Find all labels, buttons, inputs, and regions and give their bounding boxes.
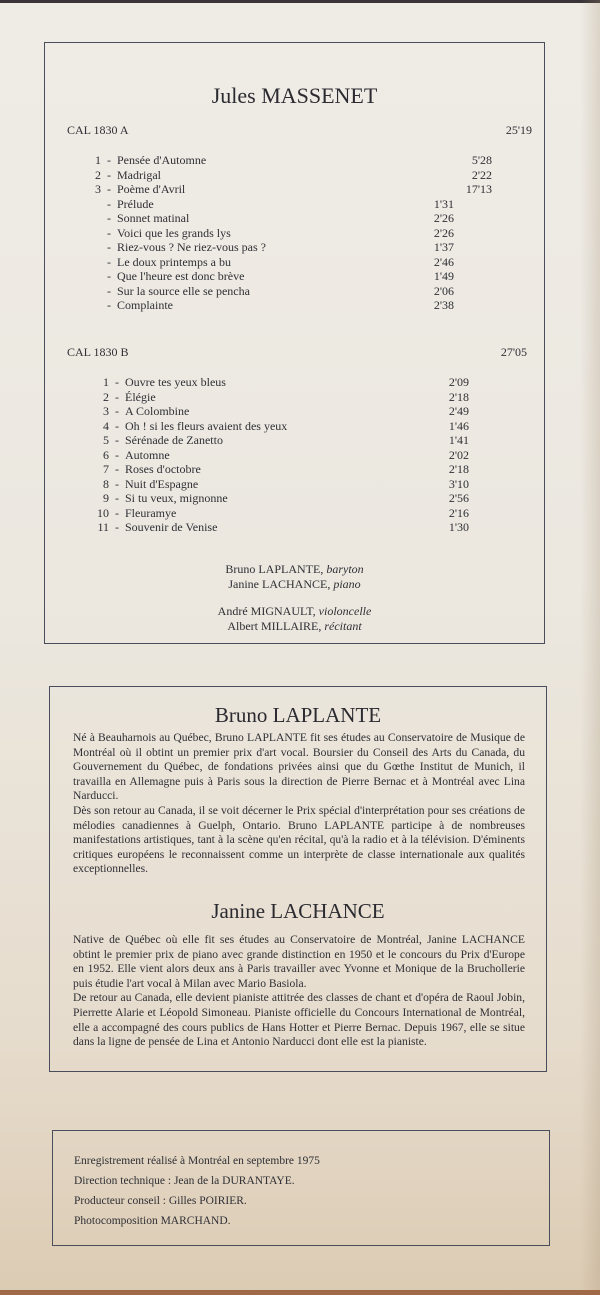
top-edge [0, 0, 600, 3]
production-line: Enregistrement réalisé à Montréal en septembre 1975 [74, 1155, 320, 1167]
track-number: 4 [103, 418, 109, 433]
track-row [95, 520, 217, 535]
track-title: Oh ! si les fleurs avaient des yeux [125, 418, 288, 433]
track-duration: 5'28 [471, 153, 492, 167]
track-dash: - [112, 462, 122, 476]
track-row [89, 255, 231, 270]
sleeve-edge-shadow [580, 0, 600, 1295]
track-dash: - [112, 433, 122, 447]
track-title: Complainte [117, 298, 173, 312]
track-row [95, 419, 287, 434]
bio-paragraph: De retour au Canada, elle devient pianiste attitrée des classes de chant et d'opéra de Raoul Jobin, Pierrette Alarie et Léopold Simoneau. Pianiste officielle du Concours International de Montréal, elle a accompagné des cours publics de Hans Hotter et Pierre Bernac. Depuis 1967, elle se situe dans la ligne de pensée de Lina et Antonio Narducci dont elle est la pianiste. [73, 991, 525, 1049]
track-row [89, 298, 173, 313]
performer-role: piano [333, 577, 361, 591]
track-row [89, 153, 206, 168]
track-row [89, 240, 266, 255]
track-dash: - [104, 167, 114, 182]
performer-credit: Albert MILLAIRE, récitant [227, 619, 362, 633]
track-duration: 2'46 [433, 254, 454, 269]
track-title: Poème d'Avril [117, 182, 186, 196]
track-duration: 2'18 [448, 389, 469, 404]
track-duration: 2'02 [448, 447, 469, 462]
track-number: 3 [95, 182, 101, 196]
performer-credit: Janine LACHANCE, piano [228, 577, 361, 591]
track-row [95, 404, 189, 419]
production-line: Direction technique : Jean de la DURANTAYE. [74, 1175, 295, 1187]
track-title: Sonnet matinal [117, 211, 190, 225]
track-number: 7 [103, 462, 109, 476]
track-duration: 1'41 [448, 433, 469, 447]
track-dash: - [104, 182, 114, 196]
side-b-total: 27'05 [500, 345, 527, 359]
track-row [95, 390, 156, 405]
track-row [89, 284, 250, 299]
track-row [89, 226, 231, 241]
track-row [89, 197, 154, 212]
track-title: Voici que les grands lys [117, 225, 231, 240]
track-dash: - [104, 211, 114, 225]
track-dash: - [104, 283, 114, 298]
bio-heading-lachance: Janine LACHANCE [211, 899, 385, 923]
track-title: Le doux printemps a bu [117, 254, 231, 269]
track-row [95, 491, 228, 506]
track-dash: - [112, 505, 122, 520]
track-duration: 1'30 [448, 520, 469, 534]
track-title: Sérénade de Zanetto [125, 433, 223, 447]
track-row [89, 269, 244, 284]
track-duration: 1'31 [433, 196, 454, 211]
track-duration: 2'06 [433, 283, 454, 298]
bio-paragraph: Native de Québec où elle fit ses études au Conservatoire de Montréal, Janine LACHANCE obtint le premier prix de piano avec grande distinction en 1950 et le concours du Prix d'Europe en 1952. Elle vient alors deux ans à Paris travailler avec Yvonne et Monique de la Bruchollerie puis étudie l'art vocal à Milan avec Mario Basiola. [73, 933, 525, 990]
track-title: Automne [125, 447, 170, 462]
track-number: 10 [97, 505, 109, 520]
side-a-label: CAL 1830 A [67, 123, 129, 137]
track-title: Pensée d'Automne [117, 153, 207, 167]
performer-name: André MIGNAULT [217, 604, 313, 618]
track-row [95, 448, 170, 463]
track-row [95, 375, 226, 390]
track-duration: 2'16 [448, 505, 469, 520]
track-title: Prélude [117, 196, 154, 211]
track-number: 11 [97, 520, 109, 534]
production-credits [74, 1151, 320, 1231]
track-row [89, 182, 185, 197]
track-dash: - [112, 418, 122, 433]
track-title: Sur la source elle se pencha [117, 283, 250, 298]
track-title: Roses d'octobre [125, 462, 201, 476]
track-row [95, 506, 176, 521]
performer-name: Janine LACHANCE [228, 577, 328, 591]
track-duration: 2'22 [471, 167, 492, 182]
track-dash: - [112, 476, 122, 491]
composer-title: Jules MASSENET [211, 83, 378, 108]
track-number: 8 [103, 476, 109, 491]
tracklist-box [44, 42, 545, 644]
track-duration: 1'37 [433, 240, 454, 254]
track-dash: - [104, 254, 114, 269]
track-number: 1 [103, 375, 109, 389]
track-dash: - [104, 269, 114, 283]
side-b-label: CAL 1830 B [67, 345, 129, 359]
track-title: Madrigal [117, 167, 161, 182]
track-duration: 2'18 [448, 462, 469, 476]
performer-name: Bruno LAPLANTE [225, 562, 321, 576]
track-row [95, 477, 198, 492]
track-duration: 2'56 [448, 491, 469, 505]
bio-text-laplante [73, 731, 525, 877]
track-dash: - [112, 491, 122, 505]
bio-paragraph: Né à Beauharnois au Québec, Bruno LAPLANTE fit ses études au Conservatoire de Musique de Montréal où il obtint un premier prix d'art vocal. Boursier du Conseil des Arts du Canada, du Gouvernement du Québec, de fondations privées ainsi que du Gœthe Institut de Munich, il travailla en Allemagne puis à Paris sous la direction de Pierre Bernac et à Montréal avec Lina Narducci. [73, 731, 525, 803]
track-title: Fleuramye [125, 505, 177, 520]
track-duration: 2'49 [448, 404, 469, 418]
track-row [89, 211, 189, 226]
track-number: 9 [103, 491, 109, 505]
track-dash: - [104, 153, 114, 167]
track-row [95, 462, 201, 477]
track-row [89, 168, 161, 183]
track-dash: - [104, 196, 114, 211]
bio-heading-laplante: Bruno LAPLANTE [214, 703, 382, 727]
track-duration: 1'46 [448, 418, 469, 433]
performer-role: récitant [324, 619, 362, 633]
track-dash: - [112, 447, 122, 462]
track-title: Nuit d'Espagne [125, 476, 199, 491]
track-duration: 2'26 [433, 211, 454, 225]
track-title: A Colombine [125, 404, 190, 418]
track-dash: - [112, 389, 122, 404]
track-number: 6 [103, 447, 109, 462]
track-title: Souvenir de Venise [125, 520, 218, 534]
bio-paragraph: Dès son retour au Canada, il se voit décerner le Prix spécial d'interprétation pour ses créations de mélodies canadiennes à Guelph, Ontario. Bruno LAPLANTE participe à de nombreuses manifestations artistiques, tant à la scène qu'en récital, qu'à la radio et à la télévision. D'éminents critiques européens le reconnaissent comme un interprète de classe internationale aux qualités exceptionnelles. [73, 803, 525, 876]
side-a-total: 25'19 [505, 123, 532, 137]
bio-text-lachance [73, 933, 525, 1050]
bottom-edge [0, 1290, 600, 1295]
production-line: Photocomposition MARCHAND. [74, 1215, 231, 1227]
track-title: Si tu veux, mignonne [125, 491, 228, 505]
track-duration: 2'09 [448, 375, 469, 389]
track-title: Riez-vous ? Ne riez-vous pas ? [117, 240, 266, 254]
track-number: 3 [103, 404, 109, 418]
track-duration: 2'38 [433, 298, 454, 312]
production-line: Producteur conseil : Gilles POIRIER. [74, 1195, 247, 1207]
track-number: 2 [103, 389, 109, 404]
performer-name: Albert MILLAIRE [227, 619, 319, 633]
track-number: 5 [103, 433, 109, 447]
performer-credit: André MIGNAULT, violoncelle [217, 604, 372, 618]
track-duration: 1'49 [433, 269, 454, 283]
track-dash: - [112, 520, 122, 534]
production-credits-box [52, 1130, 550, 1246]
track-row [95, 433, 223, 448]
track-dash: - [104, 298, 114, 312]
biography-box [49, 686, 547, 1072]
track-dash: - [104, 240, 114, 254]
track-number: 1 [95, 153, 101, 167]
track-title: Que l'heure est donc brève [117, 269, 245, 283]
performer-role: baryton [326, 562, 364, 576]
track-dash: - [112, 375, 122, 389]
performer-credit: Bruno LAPLANTE, baryton [225, 562, 364, 576]
track-duration: 3'10 [448, 476, 469, 491]
track-number: 2 [95, 167, 101, 182]
track-duration: 17'13 [465, 182, 492, 196]
track-title: Élégie [125, 389, 156, 404]
track-duration: 2'26 [433, 225, 454, 240]
performer-role: violoncelle [318, 604, 372, 618]
track-title: Ouvre tes yeux bleus [125, 375, 226, 389]
track-dash: - [112, 404, 122, 418]
track-dash: - [104, 225, 114, 240]
